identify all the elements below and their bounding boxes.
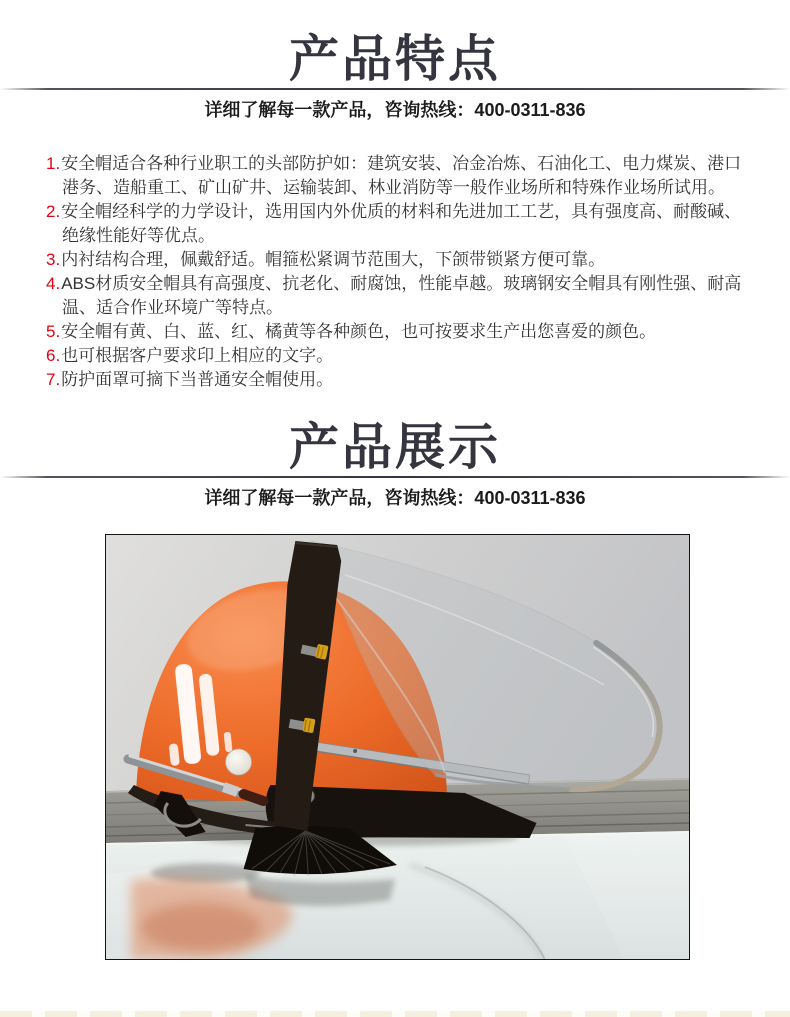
- features-hotline-text: 详细了解每一款产品，咨询热线：400-0311-836: [204, 100, 586, 120]
- feature-text-1: 安全帽适合各种行业职工的头部防护如：建筑安装、冶金冶炼、石油化工、电力煤炭、港口港务、造船重工、矿山矿井、运输装卸、林业消防等一般作业场所和特殊作业场所试用。: [61, 154, 742, 197]
- feature-number-3: 3.: [46, 250, 61, 269]
- feature-item-3: [46, 248, 746, 272]
- helmet-product-photo: [105, 534, 690, 960]
- feature-number-6: 6.: [46, 346, 61, 365]
- feature-item-2: [46, 200, 746, 248]
- feature-text-2: 安全帽经科学的力学设计，选用国内外优质的材料和先进加工工艺，具有强度高、耐酸碱、绝缘性能好等优点。: [61, 202, 742, 245]
- feature-number-7: 7.: [46, 370, 61, 389]
- feature-item-1: [46, 152, 746, 200]
- helmet-side-button: [226, 749, 252, 775]
- feature-item-5: [46, 320, 746, 344]
- helmet-photo-illustration: [106, 535, 689, 959]
- features-section-header: [0, 0, 790, 121]
- display-hotline-text: 详细了解每一款产品，咨询热线：400-0311-836: [204, 488, 586, 508]
- features-divider-line: [0, 88, 790, 90]
- feature-text-5: 安全帽有黄、白、蓝、红、橘黄等各种颜色，也可按要求生产出您喜爱的颜色。: [61, 322, 657, 341]
- feature-text-6: 也可根据客户要求印上相应的文字。: [61, 346, 334, 365]
- feature-text-7: 防护面罩可摘下当普通安全帽使用。: [61, 370, 334, 389]
- feature-item-4: [46, 272, 746, 320]
- next-section-cropped-strip: [0, 1011, 790, 1017]
- feature-number-5: 5.: [46, 322, 61, 341]
- feature-item-7: [46, 368, 746, 392]
- display-section-header: [0, 421, 790, 509]
- features-title: 产品特点: [289, 31, 501, 87]
- feature-number-1: 1.: [46, 154, 61, 173]
- feature-number-2: 2.: [46, 202, 61, 221]
- feature-text-3: 内衬结构合理，佩戴舒适。帽箍松紧调节范围大，下颌带锁紧方便可靠。: [61, 250, 606, 269]
- feature-text-4: ABS材质安全帽具有高强度、抗老化、耐腐蚀，性能卓越。玻璃钢安全帽具有刚性强、耐高温、适合作业环境广等特点。: [61, 274, 742, 317]
- display-divider-line: [0, 476, 790, 478]
- feature-number-4: 4.: [46, 274, 61, 293]
- display-title: 产品展示: [289, 419, 501, 475]
- feature-item-6: [46, 344, 746, 368]
- features-list: [46, 152, 746, 392]
